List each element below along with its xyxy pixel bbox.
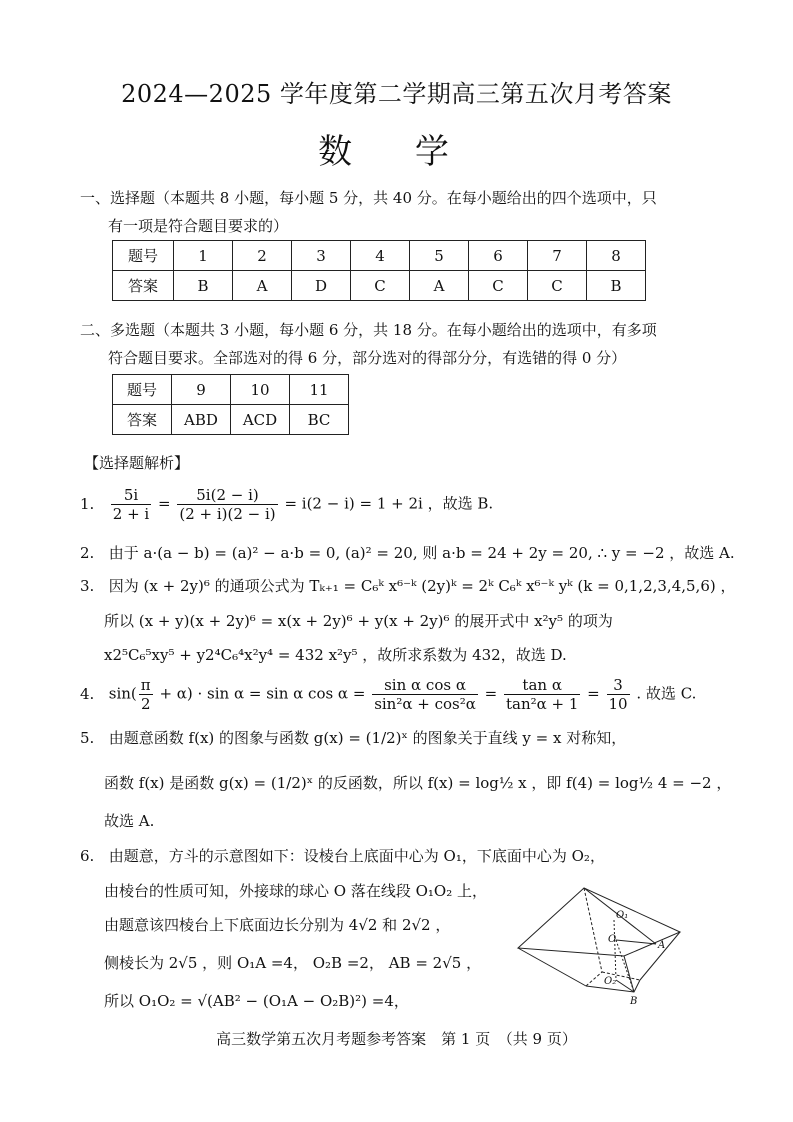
question-number: 4.	[80, 684, 95, 703]
table-cell: BC	[290, 405, 349, 435]
question-3-line3: x2⁵C₆⁵xy⁵ + y2⁴C₆⁴x²y⁴ = 432 x²y⁵ ，故所求系数为 432，故选 D.	[104, 646, 567, 664]
fraction-bottom: 10	[608, 695, 628, 713]
question-text: 因为 (x + 2y)⁶ 的通项公式为 Tₖ₊₁ = C₆ᵏ x⁶⁻ᵏ (2y)ᵏ = 2ᵏ C₆ᵏ x⁶⁻ᵏ yᵏ (k = 0,1,2,3,4,5,6) ，	[108, 577, 736, 595]
section2-answer-table	[112, 374, 349, 435]
table-cell: ACD	[231, 405, 290, 435]
row-label: 答案	[113, 271, 174, 301]
table-cell: 9	[172, 375, 231, 405]
question-6-line5: 所以 O₁O₂ = √(AB² − (O₁A − O₂B)²) =4，	[104, 992, 409, 1010]
question-5	[80, 728, 626, 748]
table-cell: 2	[233, 241, 292, 271]
table-cell: 5	[410, 241, 469, 271]
fraction	[372, 676, 478, 713]
fraction	[111, 486, 151, 523]
fraction	[607, 676, 630, 713]
question-1: 1. $\frac{5i}{2 + i}$ = $\frac{5i(2 - i)}{(2 + i)(2 - i)}$ = i(2 − i) = 1 + 2i ，故选 B.	[80, 486, 494, 523]
table-cell: 10	[231, 375, 290, 405]
table-cell: C	[528, 271, 587, 301]
table-cell: 11	[290, 375, 349, 405]
axis-o1o2	[614, 920, 616, 980]
table-cell: 7	[528, 241, 587, 271]
fraction	[504, 676, 580, 713]
fraction-bottom: sin²α + cos²α	[374, 695, 476, 713]
fraction-bottom: tan²α + 1	[505, 695, 579, 713]
fraction	[177, 486, 277, 523]
radius-ob	[616, 940, 634, 992]
fraction-top: sin α cos α	[372, 676, 478, 695]
row-label: 题号	[113, 241, 174, 271]
table-cell: B	[587, 271, 646, 301]
label-a: A	[658, 940, 666, 951]
table-cell: A	[233, 271, 292, 301]
table-cell: 3	[292, 241, 351, 271]
section1-answer-table	[112, 240, 646, 301]
table-row	[113, 405, 349, 435]
table-row	[113, 271, 646, 301]
table-cell: C	[351, 271, 410, 301]
fraction-bottom: (2 + i)(2 − i)	[179, 505, 276, 523]
label-o2: O₂	[604, 976, 617, 987]
page-footer: 高三数学第五次月考题参考答案 第 1 页 （共 9 页）	[216, 1030, 577, 1048]
subject-title: 数 学	[318, 132, 475, 172]
question-6-line4: 侧棱长为 2√5 ，则 O₁A =4， O₂B =2， AB = 2√5 ，	[104, 954, 482, 972]
lateral-edge	[518, 948, 586, 986]
label-o: O	[608, 934, 617, 945]
bottom-hidden-edge	[586, 972, 602, 986]
page-title: 2024—2025 学年度第二学期高三第五次月考答案	[121, 80, 672, 108]
label-o1: O₁	[616, 910, 629, 921]
math-text: + α) · sin α = sin α cos α =	[159, 684, 366, 703]
table-cell: 8	[587, 241, 646, 271]
label-b: B	[630, 996, 638, 1007]
question-4: 4. sin( $\frac{\pi}{2}$ + α) · sin α = sin α cos α = $\frac{\text{sin α cos α}}{\text{sin²α + cos²α}}$ = $\frac{\text{tan α}}{\text{tan²α + 1}}$ = $\frac{3}{10}$ . 故选 C.	[80, 676, 697, 713]
question-5-line2: 函数 f(x) 是函数 g(x) = (1/2)ˣ 的反函数，所以 f(x) = log½ x ，即 f(4) = log½ 4 = −2 ，	[104, 774, 732, 792]
analysis-heading: 【选择题解析】	[84, 454, 190, 472]
section2-heading	[80, 316, 720, 372]
top-face	[518, 888, 680, 956]
table-cell: 1	[174, 241, 233, 271]
table-cell: ABD	[172, 405, 231, 435]
fraction-bottom: 2	[140, 695, 151, 713]
fraction-top: tan α	[504, 676, 580, 695]
question-number: 1.	[80, 494, 95, 513]
lateral-hidden-edge	[584, 888, 602, 972]
table-cell: 6	[469, 241, 528, 271]
table-row	[113, 375, 349, 405]
math-text: sin(	[108, 684, 137, 703]
math-text: . 故选 C.	[636, 684, 697, 703]
row-label: 题号	[113, 375, 172, 405]
fraction	[139, 676, 153, 713]
row-label: 答案	[113, 405, 172, 435]
table-cell: A	[410, 271, 469, 301]
fraction-top: 5i(2 − i)	[177, 486, 277, 505]
question-3-line2: 所以 (x + y)(x + 2y)⁶ = x(x + 2y)⁶ + y(x + 2y)⁶ 的展开式中 x²y⁵ 的项为	[104, 612, 613, 630]
question-number: 5.	[80, 729, 95, 747]
question-number: 3.	[80, 577, 95, 595]
question-text: 由题意，方斗的示意图如下：设棱台上底面中心为 O₁，下底面中心为 O₂，	[108, 847, 605, 865]
fraction-top: 3	[607, 676, 630, 695]
table-cell: B	[174, 271, 233, 301]
section2-heading-line1: 二、多选题（本题共 3 小题，每小题 6 分，共 18 分。在每小题给出的选项中，有多项	[80, 321, 657, 339]
fraction-top: 5i	[111, 486, 151, 505]
table-cell: 4	[351, 241, 410, 271]
question-2	[80, 543, 735, 563]
table-cell: C	[469, 271, 528, 301]
question-text: 由题意函数 f(x) 的图象与函数 g(x) = (1/2)ˣ 的图象关于直线 y = x 对称知，	[108, 729, 627, 747]
table-cell: D	[292, 271, 351, 301]
section1-heading-line1: 一、选择题（本题共 8 小题，每小题 5 分，共 40 分。在每小题给出的四个选项中，只	[80, 189, 657, 207]
question-5-line3: 故选 A.	[104, 812, 155, 830]
table-row	[113, 241, 646, 271]
section1-heading	[80, 184, 720, 240]
radius-oa	[616, 940, 656, 944]
question-text: 由于 a·(a − b) = (a)² − a·b = 0, (a)² = 20, 则 a·b = 24 + 2y = 20, ∴ y = −2 ，故选 A.	[108, 544, 735, 562]
question-6	[80, 846, 605, 866]
section2-heading-line2: 符合题目要求。全部选对的得 6 分，部分选对的得部分分，有选错的得 0 分）	[108, 349, 627, 367]
section1-heading-line2: 有一项是符合题目要求的）	[108, 217, 289, 235]
fraction-bottom: 2 + i	[112, 505, 150, 523]
question-6-line3: 由题意该四棱台上下底面边长分别为 4√2 和 2√2 ，	[104, 916, 451, 934]
question-number: 2.	[80, 544, 95, 562]
question-number: 6.	[80, 847, 95, 865]
question-6-line2: 由棱台的性质可知，外接球的球心 O 落在线段 O₁O₂ 上，	[104, 882, 487, 900]
frustum-diagram	[512, 880, 692, 1010]
question-3	[80, 576, 736, 596]
question-text: = i(2 − i) = 1 + 2i ，故选 B.	[284, 494, 494, 513]
fraction-top: π	[140, 676, 151, 694]
